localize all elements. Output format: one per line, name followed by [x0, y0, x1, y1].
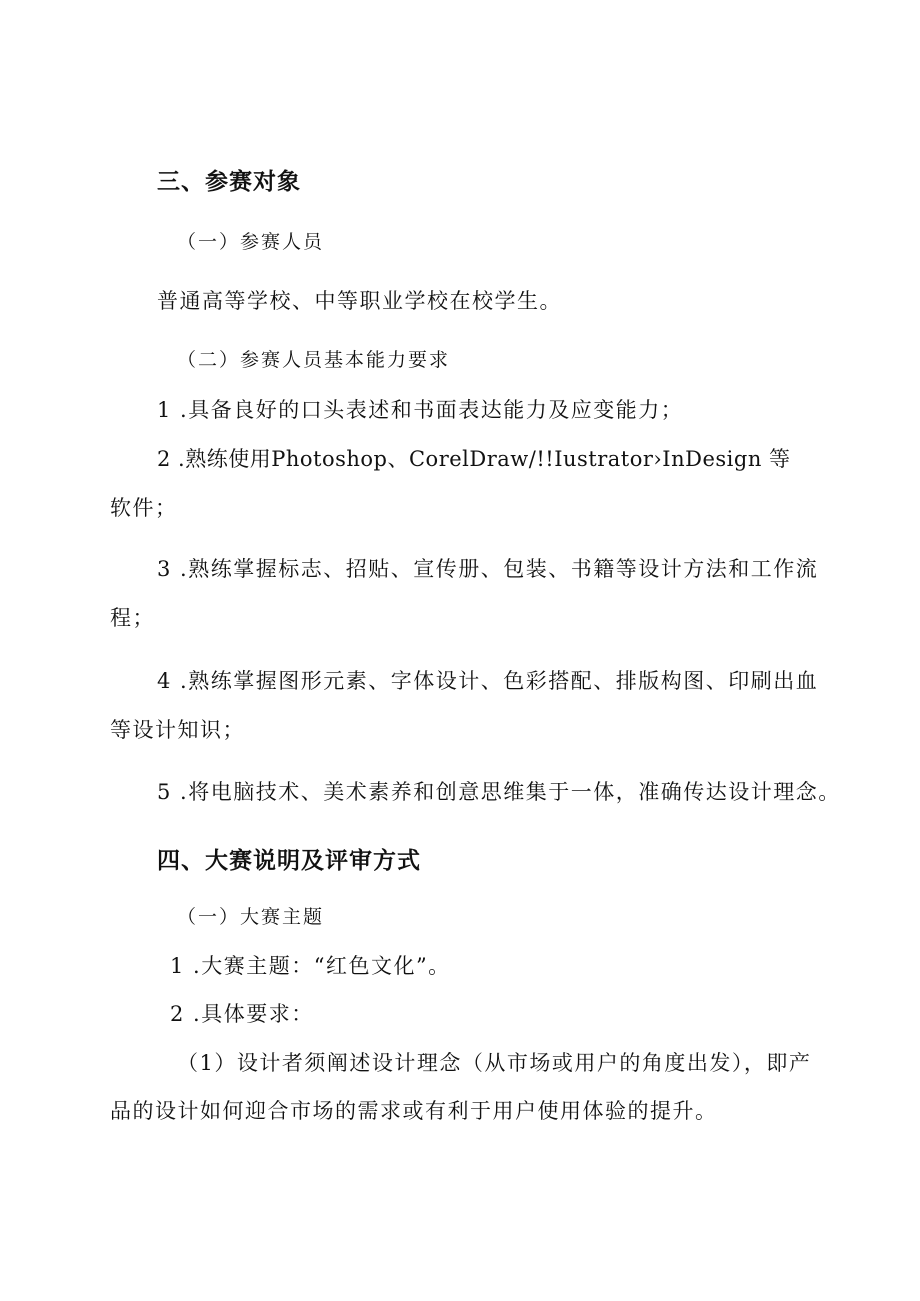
list-item: 5 .将电脑技术、美术素养和创意思维集于一体，准确传达设计理念。 [157, 780, 841, 804]
list-item-continuation: 软件； [110, 496, 178, 520]
section-heading: 三、参赛对象 [157, 169, 301, 195]
list-item: 1 .具备良好的口头表述和书面表达能力及应变能力； [157, 398, 684, 422]
list-item: 4 .熟练掌握图形元素、字体设计、色彩搭配、排版构图、印刷出血 [157, 669, 819, 693]
list-item-continuation: 品的设计如何迎合市场的需求或有利于用户使用体验的提升。 [110, 1099, 718, 1123]
list-item: 2 .熟练使用Photoshop、CorelDraw/!!Iustrator›InDesign 等 [157, 447, 791, 471]
list-item: （1）设计者须阐述设计理念（从市场或用户的角度出发），即产 [177, 1051, 812, 1075]
subsection-title: （一）大赛主题 [177, 906, 325, 928]
subsection-title: （一）参赛人员 [177, 231, 325, 253]
section-heading: 四、大赛说明及评审方式 [157, 848, 421, 874]
list-item-continuation: 等设计知识； [110, 718, 245, 742]
paragraph: 普通高等学校、中等职业学校在校学生。 [157, 289, 562, 313]
list-item-continuation: 程； [110, 606, 155, 630]
list-item: 2 .具体要求： [170, 1002, 314, 1026]
subsection-title: （二）参赛人员基本能力要求 [177, 349, 451, 371]
list-item: 1 .大赛主题：“红色文化”。 [170, 954, 451, 978]
list-item: 3 .熟练掌握标志、招贴、宣传册、包装、书籍等设计方法和工作流 [157, 557, 819, 581]
